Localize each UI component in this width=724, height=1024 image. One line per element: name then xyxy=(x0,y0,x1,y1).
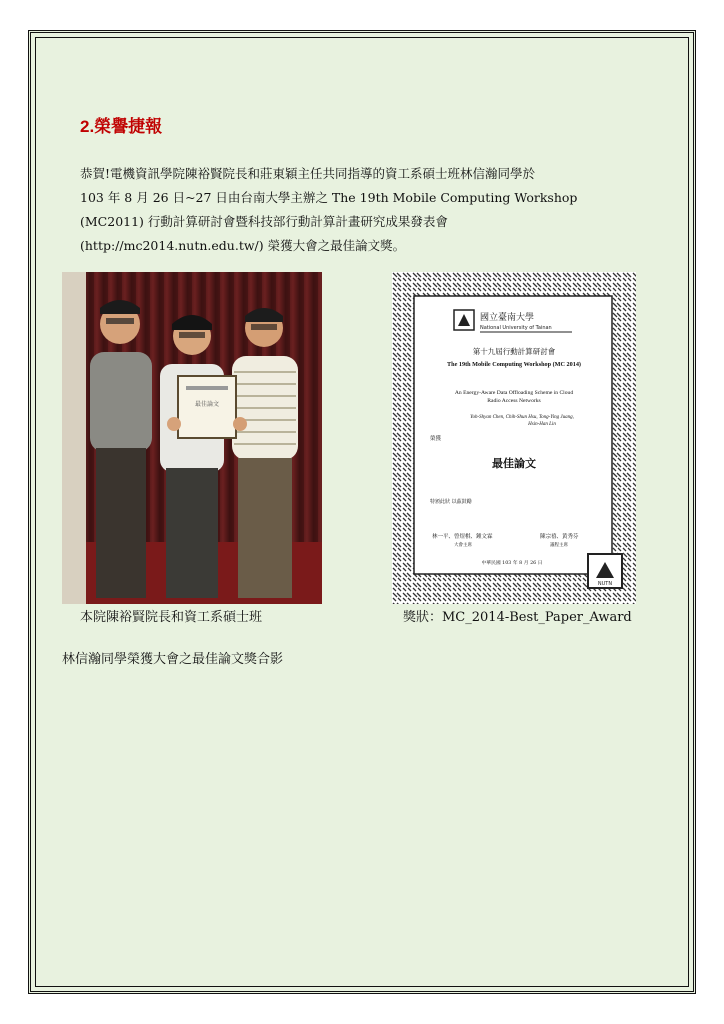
certificate-event-en: The 19th Mobile Computing Workshop (MC 2014) xyxy=(447,361,581,368)
certificate-date: 中華民國 103 年 8 月 26 日 xyxy=(481,561,543,566)
nutn-badge-label: NUTN xyxy=(597,581,613,587)
section-title: 2.榮譽捷報 xyxy=(80,117,163,136)
certificate-authors: Hsin-Han Lin xyxy=(528,422,556,427)
photo-certificate-text: 最佳論文 xyxy=(194,401,220,408)
paragraph-line: (MC2011) 行動計算研討會暨科技部行動計算計畫研究成果發表會 xyxy=(80,214,448,229)
photo-caption: 本院陳裕賢院長和資工系碩士班 xyxy=(80,610,263,625)
certificate-paper-title: An Energy-Aware Data Offloading Scheme in Cloud xyxy=(454,390,574,396)
award-photo-illustration xyxy=(62,272,322,604)
certificate-sig-left-role: 大會主席 xyxy=(454,543,472,548)
paragraph-line: (http://mc2014.nutn.edu.tw/) 榮獲大會之最佳論文獎。 xyxy=(80,238,406,253)
certificate-logo-en: National University of Tainan xyxy=(480,325,552,331)
photo-caption-continued: 林信瀚同學榮獲大會之最佳論文獎合影 xyxy=(62,652,284,667)
certificate-sig-right-role: 議程主席 xyxy=(550,543,568,548)
certificate-image xyxy=(392,272,636,604)
certificate-closing: 特頒此狀 以茲鼓勵 xyxy=(430,499,472,505)
certificate-awarded: 榮獲 xyxy=(430,436,442,442)
nutn-badge-icon xyxy=(588,554,622,588)
certificate-paper-title: Radio Access Networks xyxy=(487,398,541,404)
news-paragraph xyxy=(80,162,600,258)
certificate-event-cn: 第十九屆行動計算研討會 xyxy=(472,347,556,356)
certificate-illustration xyxy=(392,272,636,604)
certificate-authors: Yoh-Shyan Chen, Chih-Shun Hsu, Tong-Ying Juang, xyxy=(470,415,574,420)
certificate-caption: 獎狀：MC_2014-Best_Paper_Award xyxy=(403,610,632,625)
award-photo xyxy=(62,272,322,604)
certificate-sig-left: 林一平、曾煜棋、鍾文霖 xyxy=(432,534,493,540)
certificate-sig-right: 陳宗禧、黃秀芬 xyxy=(540,534,579,540)
paragraph-line: 恭賀!電機資訊學院陳裕賢院長和莊東穎主任共同指導的資工系碩士班林信瀚同學於 xyxy=(80,166,536,181)
certificate-award-name: 最佳論文 xyxy=(492,457,536,470)
certificate-logo-cn: 國立臺南大學 xyxy=(480,313,535,323)
paragraph-line: 103 年 8 月 26 日~27 日由台南大學主辦之 The 19th Mobile Computing Workshop xyxy=(80,190,578,205)
